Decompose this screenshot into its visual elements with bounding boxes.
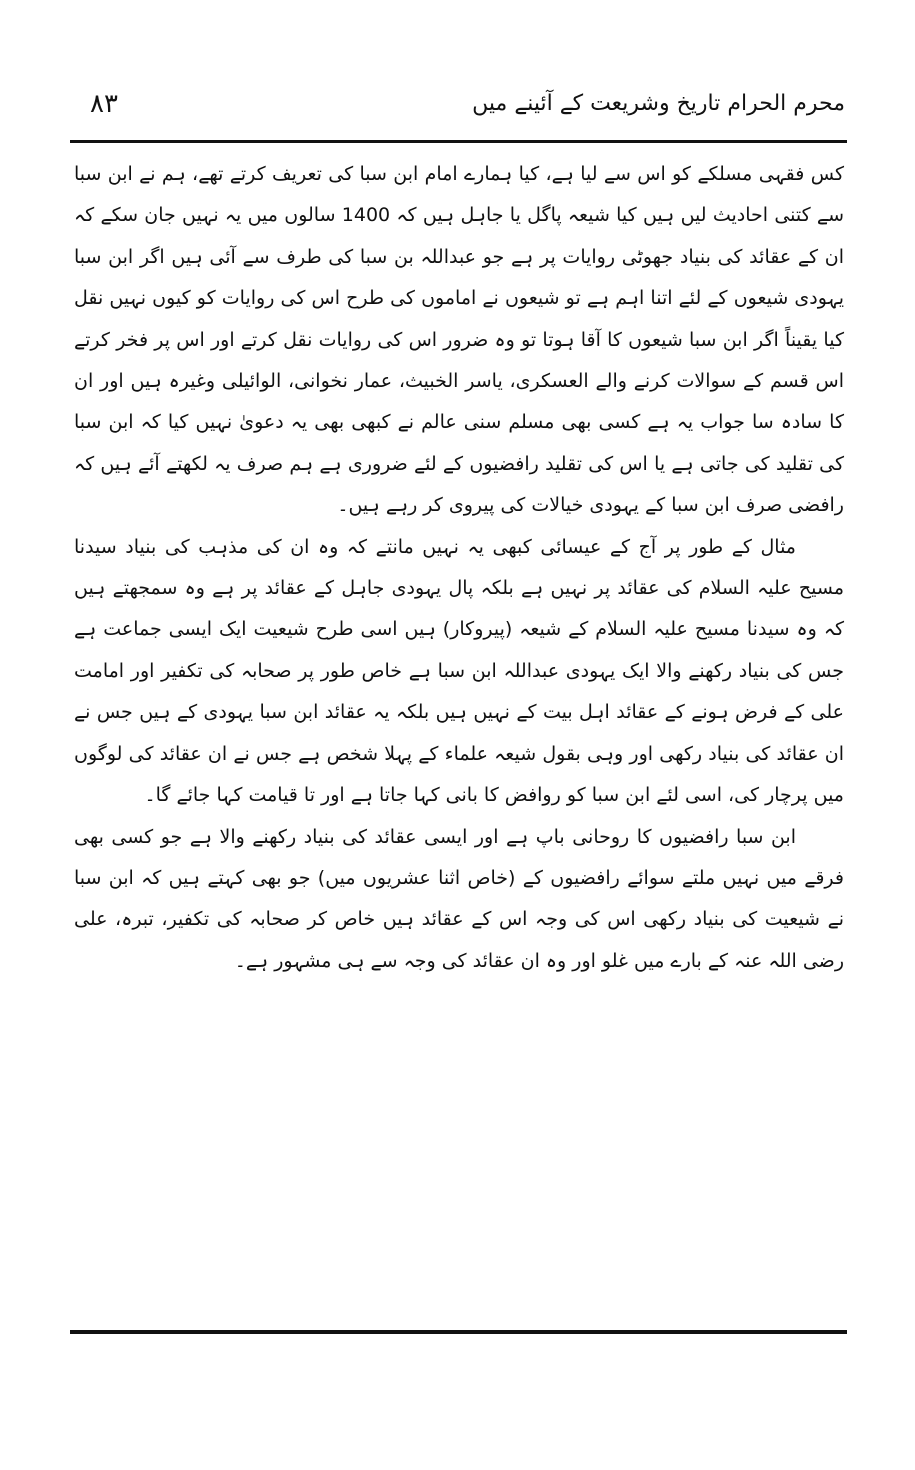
running-title: محرم الحرام تاریخ وشریعت کے آئینے میں (472, 91, 845, 116)
header-rule (70, 140, 847, 143)
page-header (70, 84, 845, 124)
paragraph-2: مثال کے طور پر آج کے عیسائی کبھی یہ نہیں مانتے کہ وہ ان کی مذہب کی بنیاد سیدنا مسیح علیہ السلام کی عقائد پر نہیں ہے بلکہ پال یہودی جاہل کے عقائد پر ہے وہ سمجھتے ہیں کہ وہ سیدنا مسیح علیہ السلام کے شیعہ (پیروکار) ہیں اسی طرح شیعیت ایک ایسی جماعت ہے جس کی بنیاد رکھنے والا ایک یہودی عبداللہ ابن سبا ہے خاص طور پر صحابہ کی تکفیر اور امامت علی کے فرض ہونے کے عقائد اہل بیت کے نہیں ہیں بلکہ یہ عقائد ابن سبا یہودی کے ہیں جس نے ان عقائد کی بنیاد رکھی اور وہی بقول شیعہ علماء کے پہلا شخص ہے جس نے ان عقائد کی لوگوں میں پرچار کی، اسی لئے ابن سبا کو روافض کا بانی کہا جاتا ہے اور تا قیامت کہا جائے گا۔ (74, 535, 844, 807)
footer-rule (70, 1330, 847, 1334)
page-number: ۸۳ (90, 89, 118, 119)
paragraph-1: کس فقہی مسلکے کو اس سے لیا ہے، کیا ہمارے امام ابن سبا کی تعریف کرتے تھے، ہم نے ابن سبا سے کتنی احادیث لیں ہیں کیا شیعہ پاگل یا جاہل ہیں کہ 1400 سالوں میں یہ نہیں جان سکے کہ ان کے عقائد کی بنیاد جھوٹی روایات پر ہے جو عبداللہ بن سبا کی طرف سے آئی ہیں اگر ابن سبا یہودی شیعوں کے لئے اتنا اہم ہے تو شیعوں نے اماموں کی طرح اس کی روایات کو کیوں نہیں نقل کیا یقیناً اگر ابن سبا شیعوں کا آقا ہوتا تو وہ ضرور اس کی روایات نقل کرتے اور اس پر فخر کرتے اس قسم کے سوالات کرنے والے العسکری، یاسر الخبیث، عمار نخوانی، الوائیلی وغیرہ ہیں اور ان کا سادہ سا جواب یہ ہے کسی بھی مسلم سنی عالم نے کبھی بھی یہ دعویٰ نہیں کیا کہ ابن سبا کی تقلید کی جاتی ہے یا اس کی تقلید رافضیوں کے لئے ضروری ہے ہم صرف یہ لکھتے آئے ہیں کہ رافضی صرف ابن سبا کے یہودی خیالات کی پیروی کر رہے ہیں۔ (74, 163, 844, 517)
body-text (74, 154, 844, 982)
paragraph-3: ابن سبا رافضیوں کا روحانی باپ ہے اور ایسی عقائد کی بنیاد رکھنے والا ہے جو کسی بھی فرقے میں نہیں ملتے سوائے رافضیوں کے (خاص اثنا عشریوں میں) جو بھی کہتے ہیں کہ ابن سبا نے شیعیت کی بنیاد رکھی اس کی وجہ اس کے عقائد ہیں خاص کر صحابہ کی تکفیر، تبرہ، علی رضی اللہ عنہ کے بارے میں غلو اور وہ ان عقائد کی وجہ سے ہی مشہور ہے۔ (74, 825, 844, 972)
